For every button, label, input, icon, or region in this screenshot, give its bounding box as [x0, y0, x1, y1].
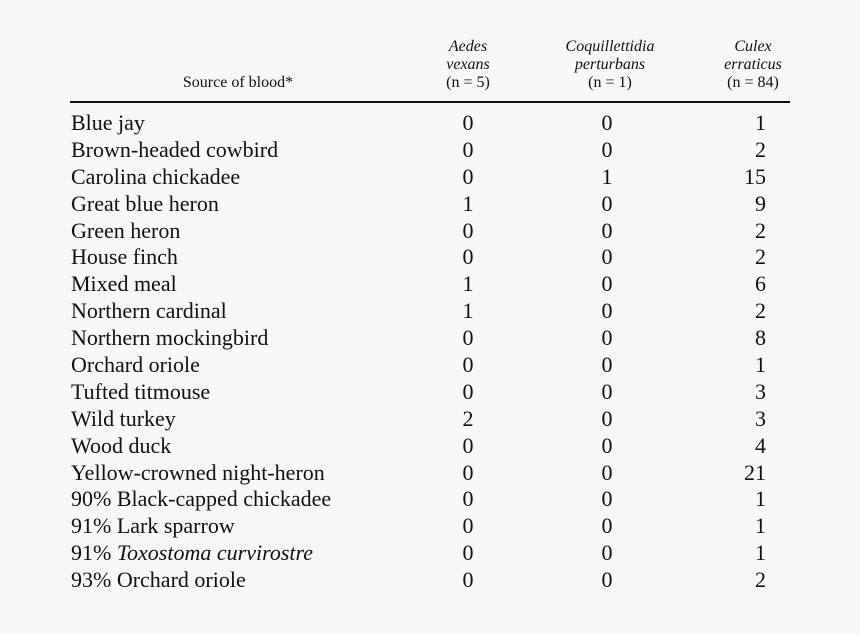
cell-source: [71, 244, 178, 270]
cell-coquillettidia-perturbans: 0: [601, 486, 613, 512]
cell-coquillettidia-perturbans: 0: [601, 352, 613, 378]
cell-source: [71, 271, 177, 297]
cell-aedes-vexans: 0: [462, 540, 474, 566]
header-culex-species: erraticus: [724, 56, 782, 73]
cell-culex-erraticus: 2: [755, 244, 766, 270]
source-percent: 93%: [71, 567, 117, 593]
cell-aedes-vexans: 0: [462, 244, 474, 270]
cell-aedes-vexans: 0: [462, 217, 474, 243]
cell-source: [71, 567, 246, 593]
cell-aedes-vexans: 0: [462, 110, 474, 135]
cell-source: [71, 486, 331, 512]
cell-culex-erraticus: 3: [755, 405, 766, 431]
table-row: [70, 137, 790, 164]
cell-aedes-vexans: 1: [462, 190, 474, 216]
cell-coquillettidia-perturbans: 0: [601, 190, 613, 216]
cell-culex-erraticus: 6: [755, 271, 766, 297]
cell-aedes-vexans: 0: [462, 513, 474, 539]
cell-aedes-vexans: 1: [462, 298, 474, 324]
header-culex-erraticus: [698, 38, 808, 92]
cell-culex-erraticus: 1: [755, 110, 766, 135]
cell-source: [71, 298, 227, 324]
cell-coquillettidia-perturbans: 0: [601, 136, 613, 162]
cell-aedes-vexans: 0: [462, 567, 474, 593]
source-percent: 90%: [71, 486, 117, 512]
header-culex-n: (n = 84): [727, 74, 779, 91]
table-row: [70, 352, 790, 379]
source-name: Lark sparrow: [116, 513, 235, 539]
header-aedes-n: (n = 5): [446, 74, 490, 91]
source-name: Orchard oriole: [116, 567, 246, 593]
cell-source: [71, 191, 219, 217]
cell-culex-erraticus: 15: [744, 163, 766, 189]
cell-coquillettidia-perturbans: 0: [601, 271, 613, 297]
table-row: [70, 244, 790, 271]
table-row: [70, 486, 790, 513]
source-name: Great blue heron: [71, 190, 219, 216]
cell-aedes-vexans: 0: [462, 325, 474, 351]
source-name: Black-capped chickadee: [116, 486, 332, 512]
cell-culex-erraticus: 2: [755, 136, 766, 162]
cell-coquillettidia-perturbans: 0: [601, 432, 613, 458]
cell-source: [71, 352, 200, 378]
cell-source: [71, 513, 235, 539]
header-coq-species: perturbans: [574, 56, 646, 73]
table-row: [70, 379, 790, 406]
table-row: [70, 540, 790, 567]
cell-aedes-vexans: 0: [462, 486, 474, 512]
table-row: [70, 406, 790, 433]
cell-aedes-vexans: 0: [462, 378, 474, 404]
cell-source: [71, 540, 313, 566]
cell-source: [71, 110, 145, 136]
source-name: Northern mockingbird: [71, 325, 269, 351]
cell-culex-erraticus: 9: [755, 190, 766, 216]
cell-coquillettidia-perturbans: 0: [601, 513, 613, 539]
cell-coquillettidia-perturbans: 0: [601, 298, 613, 324]
cell-source: [71, 406, 176, 432]
cell-culex-erraticus: 1: [755, 540, 766, 566]
header-culex-genus: Culex: [734, 38, 772, 55]
header-coq-genus: Coquillettidia: [565, 38, 655, 55]
cell-culex-erraticus: 21: [744, 459, 766, 485]
source-name: Wild turkey: [71, 405, 176, 431]
cell-culex-erraticus: 3: [755, 378, 766, 404]
source-name: Wood duck: [71, 432, 172, 458]
cell-coquillettidia-perturbans: 0: [601, 459, 613, 485]
table-row: [70, 218, 790, 245]
source-name: Green heron: [71, 217, 181, 243]
cell-source: [71, 433, 171, 459]
cell-coquillettidia-perturbans: 0: [601, 540, 613, 566]
cell-culex-erraticus: 2: [755, 567, 766, 593]
table-row: [70, 567, 790, 594]
source-name-italic: Toxostoma curvirostre: [116, 540, 314, 566]
header-source: Source of blood*: [182, 74, 294, 91]
table-row: [70, 513, 790, 540]
cell-culex-erraticus: 4: [755, 432, 766, 458]
cell-coquillettidia-perturbans: 0: [601, 325, 613, 351]
cell-culex-erraticus: 8: [755, 325, 766, 351]
cell-coquillettidia-perturbans: 0: [601, 567, 613, 593]
table-body: [70, 110, 790, 594]
header-aedes-genus: Aedes: [448, 38, 488, 55]
cell-aedes-vexans: 0: [462, 136, 474, 162]
cell-culex-erraticus: 2: [755, 217, 766, 243]
table-row: [70, 110, 790, 137]
table-row: [70, 298, 790, 325]
cell-source: [71, 137, 278, 163]
source-name: Brown-headed cowbird: [71, 136, 279, 162]
header-coquillettidia-perturbans: [545, 38, 675, 92]
header-rule: [70, 101, 790, 103]
table-row: [70, 164, 790, 191]
cell-source: [71, 218, 180, 244]
cell-aedes-vexans: 1: [462, 271, 474, 297]
cell-source: [71, 460, 325, 486]
source-name: Orchard oriole: [71, 352, 200, 378]
cell-culex-erraticus: 2: [755, 298, 766, 324]
source-name: House finch: [71, 244, 178, 270]
cell-culex-erraticus: 1: [755, 486, 766, 512]
cell-coquillettidia-perturbans: 0: [601, 110, 613, 135]
header-aedes-vexans: [413, 38, 523, 92]
cell-coquillettidia-perturbans: 0: [601, 378, 613, 404]
cell-source: [71, 164, 240, 190]
table-row: [70, 191, 790, 218]
table-row: [70, 460, 790, 487]
cell-source: [71, 325, 268, 351]
source-name: Yellow-crowned night-heron: [71, 459, 325, 485]
cell-aedes-vexans: 0: [462, 459, 474, 485]
cell-coquillettidia-perturbans: 1: [601, 163, 613, 189]
source-percent: 91%: [71, 540, 117, 566]
source-name: Blue jay: [71, 110, 145, 135]
cell-source: [71, 379, 210, 405]
source-name: Northern cardinal: [71, 298, 227, 324]
cell-coquillettidia-perturbans: 0: [601, 405, 613, 431]
cell-aedes-vexans: 0: [462, 352, 474, 378]
cell-coquillettidia-perturbans: 0: [601, 244, 613, 270]
cell-coquillettidia-perturbans: 0: [601, 217, 613, 243]
source-name: Tufted titmouse: [71, 378, 211, 404]
cell-aedes-vexans: 0: [462, 163, 474, 189]
cell-aedes-vexans: 2: [462, 405, 474, 431]
cell-aedes-vexans: 0: [462, 432, 474, 458]
table-row: [70, 325, 790, 352]
source-name: Mixed meal: [71, 271, 177, 297]
source-percent: 91%: [71, 513, 117, 539]
header-coq-n: (n = 1): [588, 74, 632, 91]
table-row: [70, 433, 790, 460]
table-header: [70, 38, 790, 101]
source-name: Carolina chickadee: [71, 163, 241, 189]
table-row: [70, 271, 790, 298]
cell-culex-erraticus: 1: [755, 352, 766, 378]
blood-source-table: [70, 38, 790, 593]
header-aedes-species: vexans: [446, 56, 490, 73]
cell-culex-erraticus: 1: [755, 513, 766, 539]
